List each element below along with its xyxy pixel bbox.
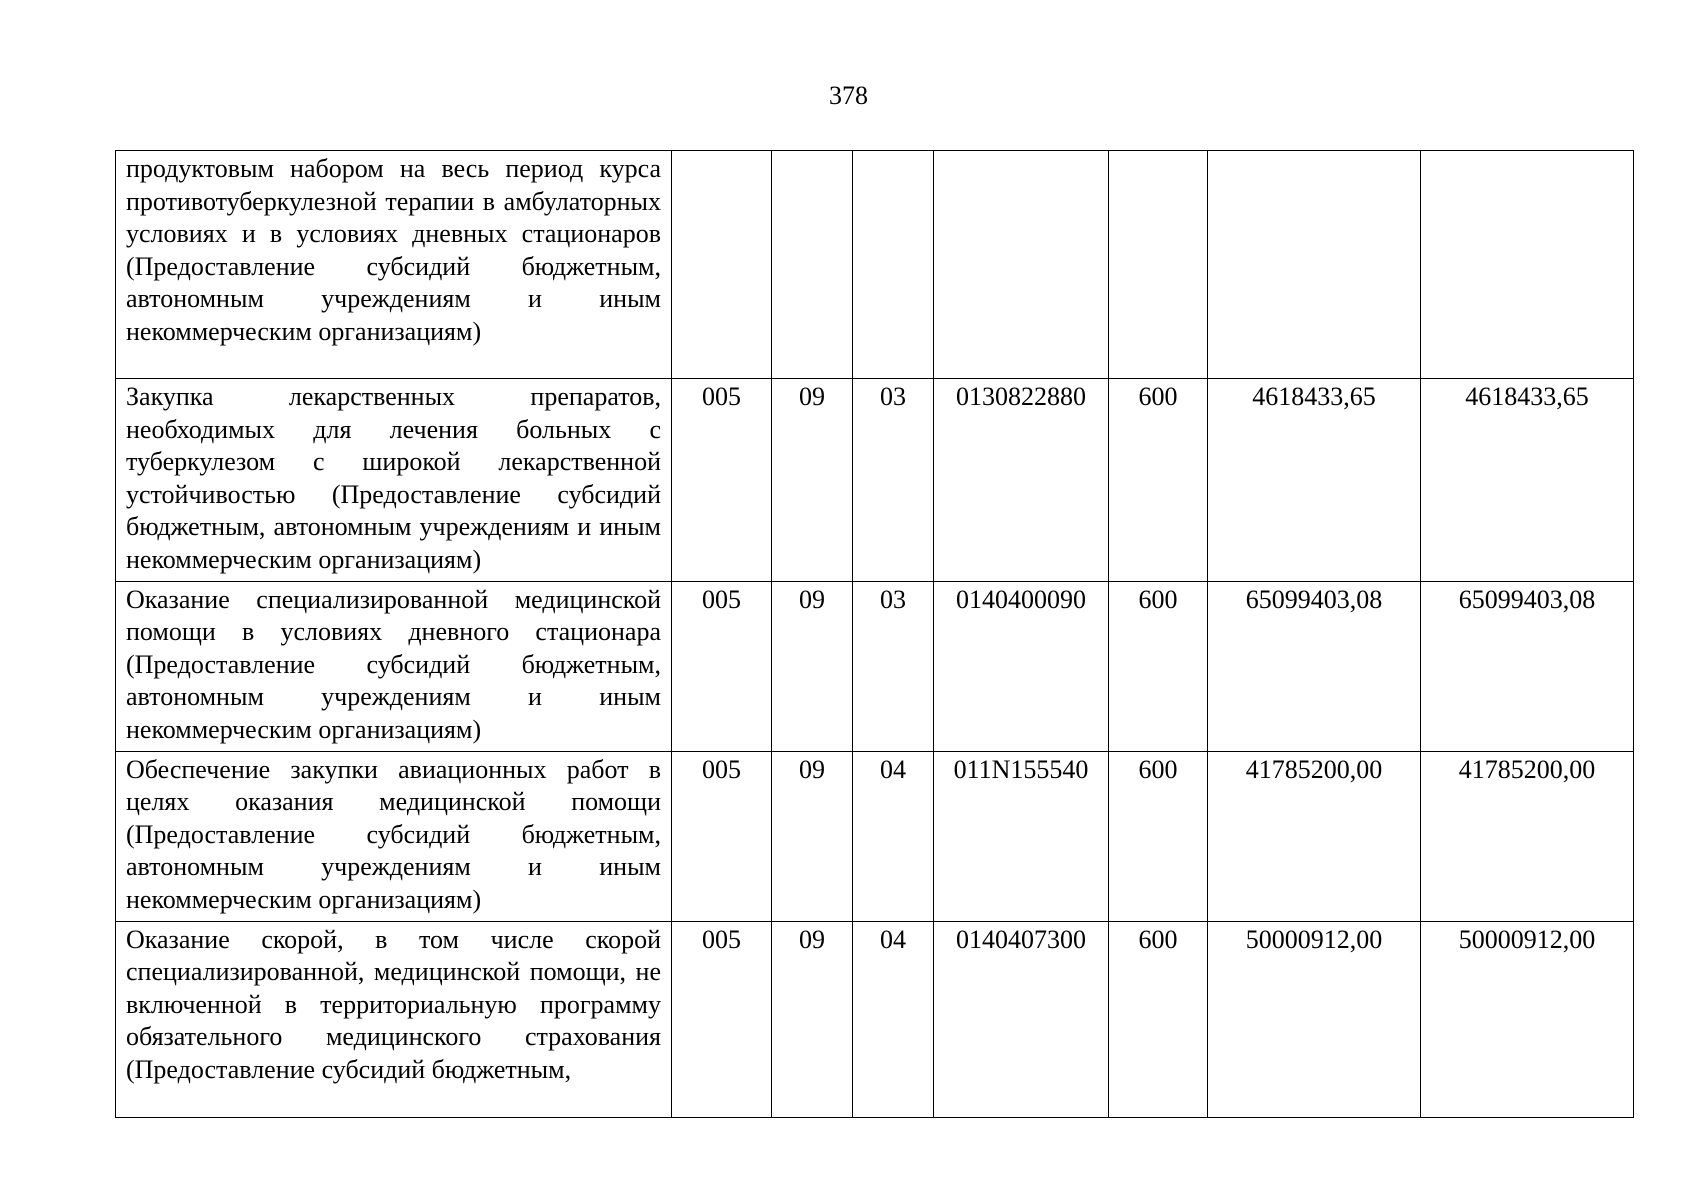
ministry-code: 005	[672, 379, 772, 582]
page-number: 378	[829, 81, 868, 110]
row-description: Оказание специализированной медицинской помощи в условиях дневного стационара (Предоставление субсидий бюджетным, автономным учреждениям и иным некоммерческим организациям)	[116, 581, 672, 751]
target-article-code: 0140400090	[934, 581, 1109, 751]
expense-type-code: 600	[1109, 581, 1208, 751]
section-code: 09	[772, 379, 853, 582]
budget-table	[115, 150, 1634, 1118]
ministry-code: 005	[672, 921, 772, 1117]
table-row	[116, 751, 1634, 921]
expense-type-code	[1109, 151, 1208, 379]
target-article-code: 0140407300	[934, 921, 1109, 1117]
sum-column-2: 65099403,08	[1421, 581, 1634, 751]
section-code: 09	[772, 751, 853, 921]
section-code: 09	[772, 921, 853, 1117]
sum-column-1	[1208, 151, 1421, 379]
table-row	[116, 379, 1634, 582]
row-description: продуктовым набором на весь период курса противотуберкулезной терапии в амбулаторных условиях и в условиях дневных стационаров (Предоставление субсидий бюджетным, автономным учреждениям и иным некоммерческим организациям)	[116, 151, 672, 379]
ministry-code	[672, 151, 772, 379]
sum-column-1: 4618433,65	[1208, 379, 1421, 582]
target-article-code: 011N155540	[934, 751, 1109, 921]
ministry-code: 005	[672, 751, 772, 921]
sum-column-1: 50000912,00	[1208, 921, 1421, 1117]
sum-column-2: 41785200,00	[1421, 751, 1634, 921]
row-description: Обеспечение закупки авиационных работ в целях оказания медицинской помощи (Предоставление субсидий бюджетным, автономным учреждениям и иным некоммерческим организациям)	[116, 751, 672, 921]
row-description: Оказание скорой, в том числе скорой специализированной, медицинской помощи, не включенной в территориальную программу обязательного медицинского страхования (Предоставление субсидий бюджетным,	[116, 921, 672, 1117]
ministry-code: 005	[672, 581, 772, 751]
subsection-code	[853, 151, 934, 379]
section-code: 09	[772, 581, 853, 751]
table-row	[116, 921, 1634, 1117]
table-row	[116, 151, 1634, 379]
subsection-code: 03	[853, 581, 934, 751]
target-article-code	[934, 151, 1109, 379]
sum-column-1: 65099403,08	[1208, 581, 1421, 751]
target-article-code: 0130822880	[934, 379, 1109, 582]
subsection-code: 04	[853, 921, 934, 1117]
sum-column-2	[1421, 151, 1634, 379]
table-row	[116, 581, 1634, 751]
row-description: Закупка лекарственных препаратов, необходимых для лечения больных с туберкулезом с широкой лекарственной устойчивостью (Предоставление субсидий бюджетным, автономным учреждениям и иным некоммерческим организациям)	[116, 379, 672, 582]
sum-column-2: 50000912,00	[1421, 921, 1634, 1117]
expense-type-code: 600	[1109, 921, 1208, 1117]
subsection-code: 03	[853, 379, 934, 582]
sum-column-1: 41785200,00	[1208, 751, 1421, 921]
sum-column-2: 4618433,65	[1421, 379, 1634, 582]
subsection-code: 04	[853, 751, 934, 921]
section-code	[772, 151, 853, 379]
expense-type-code: 600	[1109, 751, 1208, 921]
expense-type-code: 600	[1109, 379, 1208, 582]
